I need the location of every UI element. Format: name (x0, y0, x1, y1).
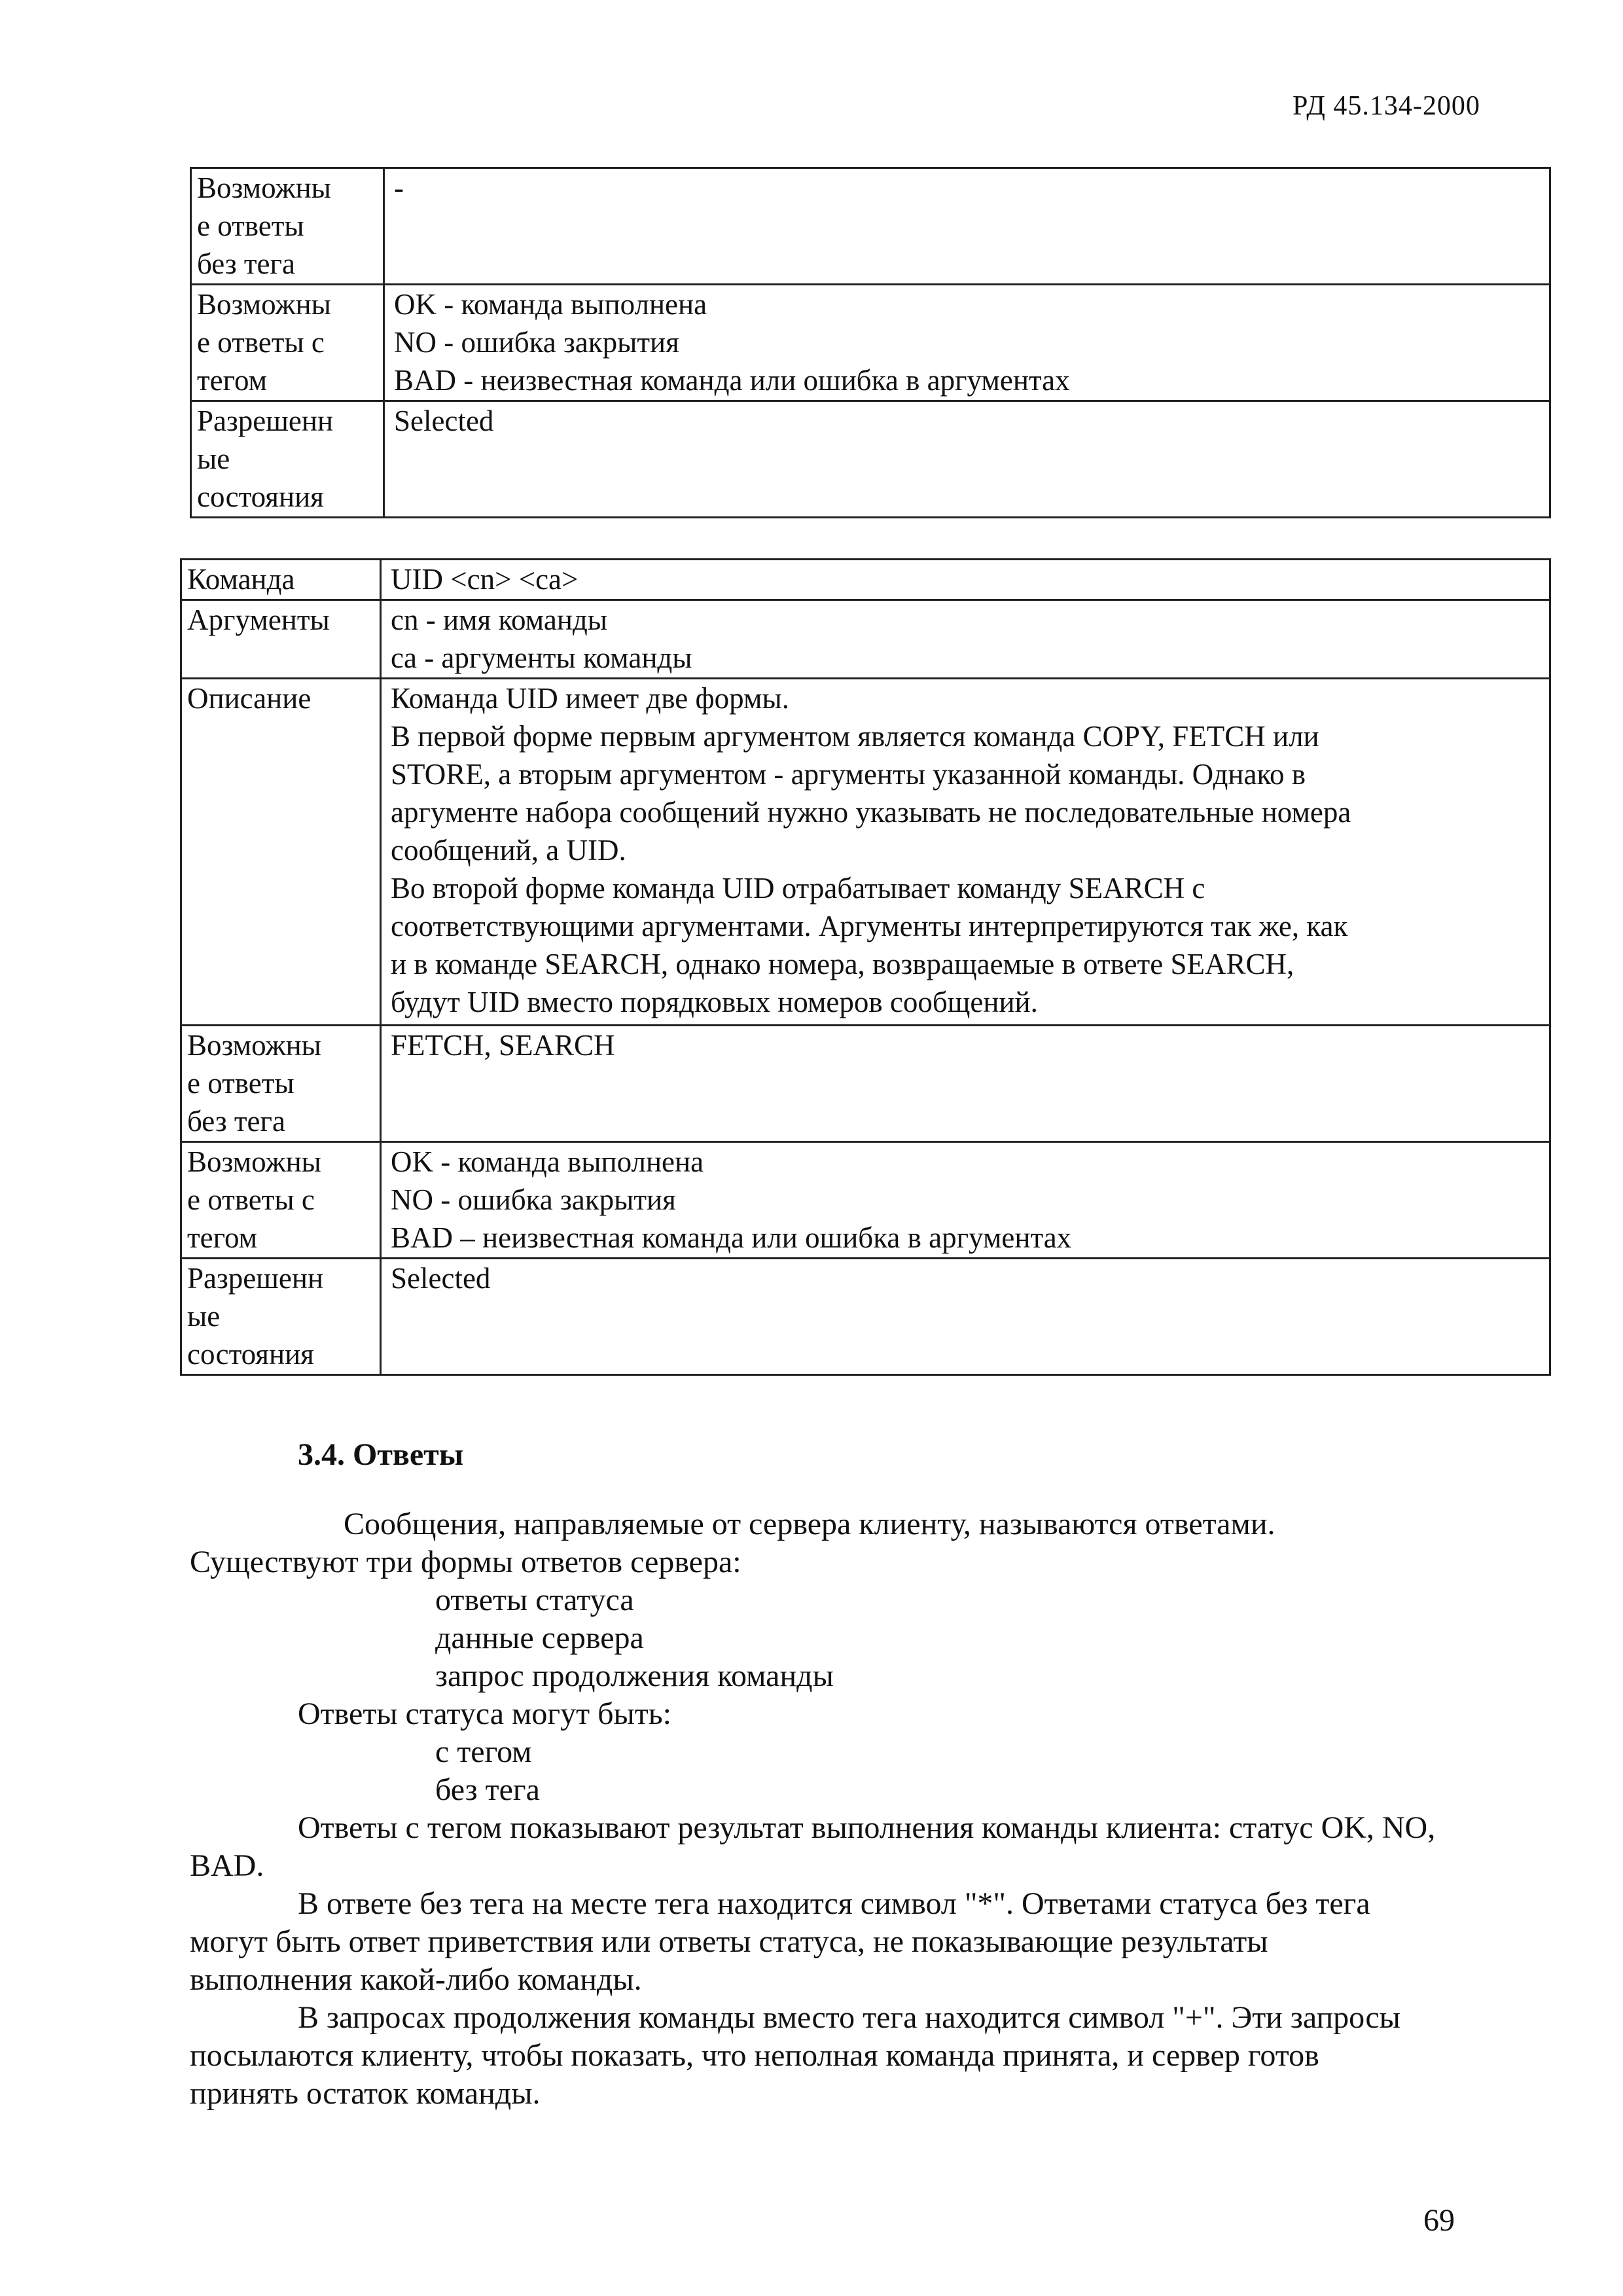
table-row (181, 679, 1550, 1026)
paragraph-line: Ответы статуса могут быть: (298, 1696, 671, 1731)
paragraph-line: выполнения какой-либо команды. (190, 1962, 642, 1997)
row-label: Возможны е ответы с тегом (181, 1142, 381, 1259)
list-item: с тегом (435, 1734, 532, 1769)
row-value: FETCH, SEARCH (381, 1026, 1550, 1142)
row-label: Возможны е ответы без тега (191, 168, 384, 285)
paragraph-line: посылаются клиенту, чтобы показать, что неполная команда принята, и сервер готов (190, 2038, 1319, 2073)
section-body (190, 1505, 1499, 2113)
row-label: Разрешенн ые состояния (181, 1259, 381, 1375)
list-item: запрос продолжения команды (435, 1659, 834, 1693)
document-number: РД 45.134-2000 (1293, 91, 1480, 121)
row-value: Selected (384, 401, 1550, 518)
paragraph-line: BAD. (190, 1848, 264, 1883)
row-label: Разрешенн ые состояния (191, 401, 384, 518)
row-value: Selected (381, 1259, 1550, 1375)
table-row (181, 600, 1550, 679)
paragraph-line: принять остаток команды. (190, 2076, 541, 2111)
row-value: OK - команда выполнена NO - ошибка закрытия BAD - неизвестная команда или ошибка в аргументах (384, 285, 1550, 401)
row-label: Возможны е ответы с тегом (191, 285, 384, 401)
row-label: Возможны е ответы без тега (181, 1026, 381, 1142)
row-label: Описание (181, 679, 381, 1026)
list-item: данные сервера (435, 1621, 644, 1655)
table-row (181, 1142, 1550, 1259)
paragraph-line: В запросах продолжения команды вместо тега находится символ "+". Эти запросы (298, 2000, 1400, 2035)
section-title: 3.4. Ответы (298, 1437, 464, 1472)
row-value: Команда UID имеет две формы. В первой форме первым аргументом является команда COPY, FETCH или STORE, а вторым аргументом - аргументы указанной команды. Однако в аргументе набора сообщений нужно указывать не последовательные номера сообщений, а UID. Во второй форме команда UID отрабатывает команду SEARCH с соответствующими аргументами. Аргументы интерпретируются так же, как и в команде SEARCH, однако номера, возвращаемые в ответе SEARCH, будут UID вместо порядковых номеров сообщений. (381, 679, 1550, 1026)
table-row (181, 1259, 1550, 1375)
row-label: Аргументы (181, 600, 381, 679)
list-item: ответы статуса (435, 1583, 634, 1617)
command-table-previous (190, 167, 1551, 518)
row-value: - (384, 168, 1550, 285)
row-label: Команда (181, 560, 381, 600)
paragraph-line: могут быть ответ приветствия или ответы статуса, не показывающие результаты (190, 1924, 1268, 1959)
row-value: cn - имя команды ca - аргументы команды (381, 600, 1550, 679)
page-number: 69 (1423, 2203, 1455, 2238)
uid-command-table (180, 558, 1551, 1376)
paragraph-line: Существуют три формы ответов сервера: (190, 1545, 741, 1579)
list-item: без тега (435, 1772, 540, 1807)
paragraph-line: Ответы с тегом показывают результат выполнения команды клиента: статус OK, NO, (298, 1810, 1436, 1845)
row-value: UID <cn> <ca> (381, 560, 1550, 600)
table-row (181, 1026, 1550, 1142)
table-row (191, 401, 1550, 518)
table-row (191, 168, 1550, 285)
paragraph-line: В ответе без тега на месте тега находится символ "*". Ответами статуса без тега (298, 1886, 1370, 1921)
paragraph-line: Сообщения, направляемые от сервера клиенту, называются ответами. (344, 1507, 1275, 1541)
table-row (191, 285, 1550, 401)
row-value: OK - команда выполнена NO - ошибка закрытия BAD – неизвестная команда или ошибка в аргументах (381, 1142, 1550, 1259)
table-row (181, 560, 1550, 600)
